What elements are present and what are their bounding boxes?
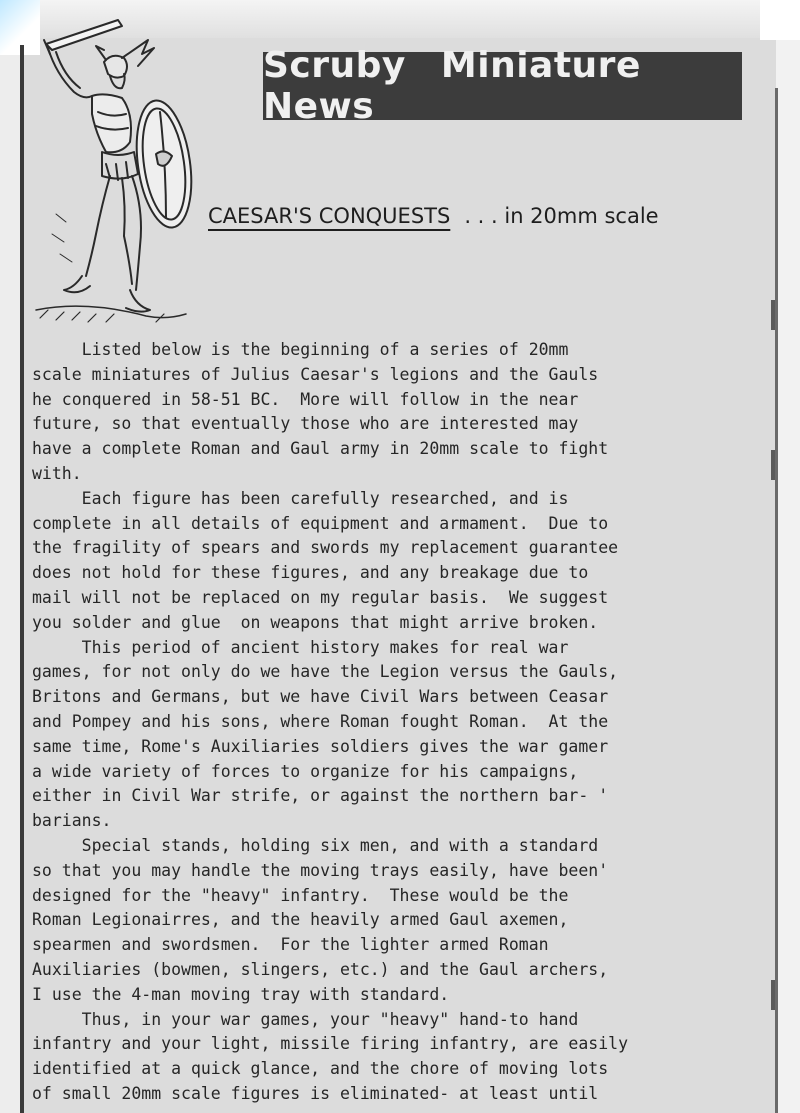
article-line: identified at a quick glance, and the chore of moving lots [32,1059,609,1079]
article-headline [208,204,659,228]
article-line: so that you may handle the moving trays easily, have been' [32,860,609,880]
article-body [32,338,778,1107]
article-line: games, for not only do we have the Legion versus the Gauls, [32,662,619,682]
article-line: I use the 4-man moving tray with standard. [32,984,450,1004]
article-line: does not hold for these figures, and any breakage due to [32,563,589,583]
article-line: infantry and your light, missile firing infantry, are easily [32,1034,629,1054]
article-line: you solder and glue on weapons that might arrive broken. [32,612,599,632]
article-line: Thus, in your war games, your "heavy" hand-to hand [32,1009,579,1029]
article-line: same time, Rome's Auxiliaries soldiers gives the war gamer [32,736,609,756]
article-line: Roman Legionairres, and the heavily armed Gaul axemen, [32,910,569,930]
article-line: have a complete Roman and Gaul army in 20mm scale to fight [32,439,609,459]
headline-subtitle: . . . in 20mm scale [464,204,659,228]
article-line: complete in all details of equipment and armament. Due to [32,513,609,533]
gaul-warrior-illustration [26,14,196,324]
article-line: This period of ancient history makes for real war [32,637,569,657]
article-line: a wide variety of forces to organize for his campaigns, [32,761,579,781]
article-line: barians. [32,811,112,831]
scan-left-margin [0,0,20,1113]
scan-right-margin [776,0,800,1113]
article-line: either in Civil War strife, or against the northern bar- ' [32,786,609,806]
article-line: Each figure has been carefully researched, and is [32,488,569,508]
article-line: the fragility of spears and swords my replacement guarantee [32,538,619,558]
masthead-banner [263,45,742,127]
article-line: with. [32,463,82,483]
article-line: Britons and Germans, but we have Civil Wars between Ceasar [32,687,609,707]
article-line: Auxiliaries (bowmen, slingers, etc.) and the Gaul archers, [32,959,609,979]
article-line: spearmen and swordsmen. For the lighter armed Roman [32,935,549,955]
masthead-title: Scruby Miniature News [263,45,641,127]
headline-title: CAESAR'S CONQUESTS [208,204,451,228]
article-line: scale miniatures of Julius Caesar's legions and the Gauls [32,364,599,384]
article-line: Listed below is the beginning of a series of 20mm [32,340,569,359]
right-border-tick [771,300,775,330]
left-border-rule [20,45,24,1113]
article-line: of small 20mm scale figures is eliminated- at least until [32,1083,599,1103]
article-line: and Pompey and his sons, where Roman fought Roman. At the [32,711,609,731]
article-line: he conquered in 58-51 BC. More will follow in the near [32,389,579,409]
article-line: future, so that eventually those who are interested may [32,414,579,434]
article-line: Special stands, holding six men, and with a standard [32,835,599,855]
scan-corner-blank [760,0,800,40]
article-line: designed for the "heavy" infantry. These would be the [32,885,569,905]
article-line: mail will not be replaced on my regular basis. We suggest [32,587,609,607]
